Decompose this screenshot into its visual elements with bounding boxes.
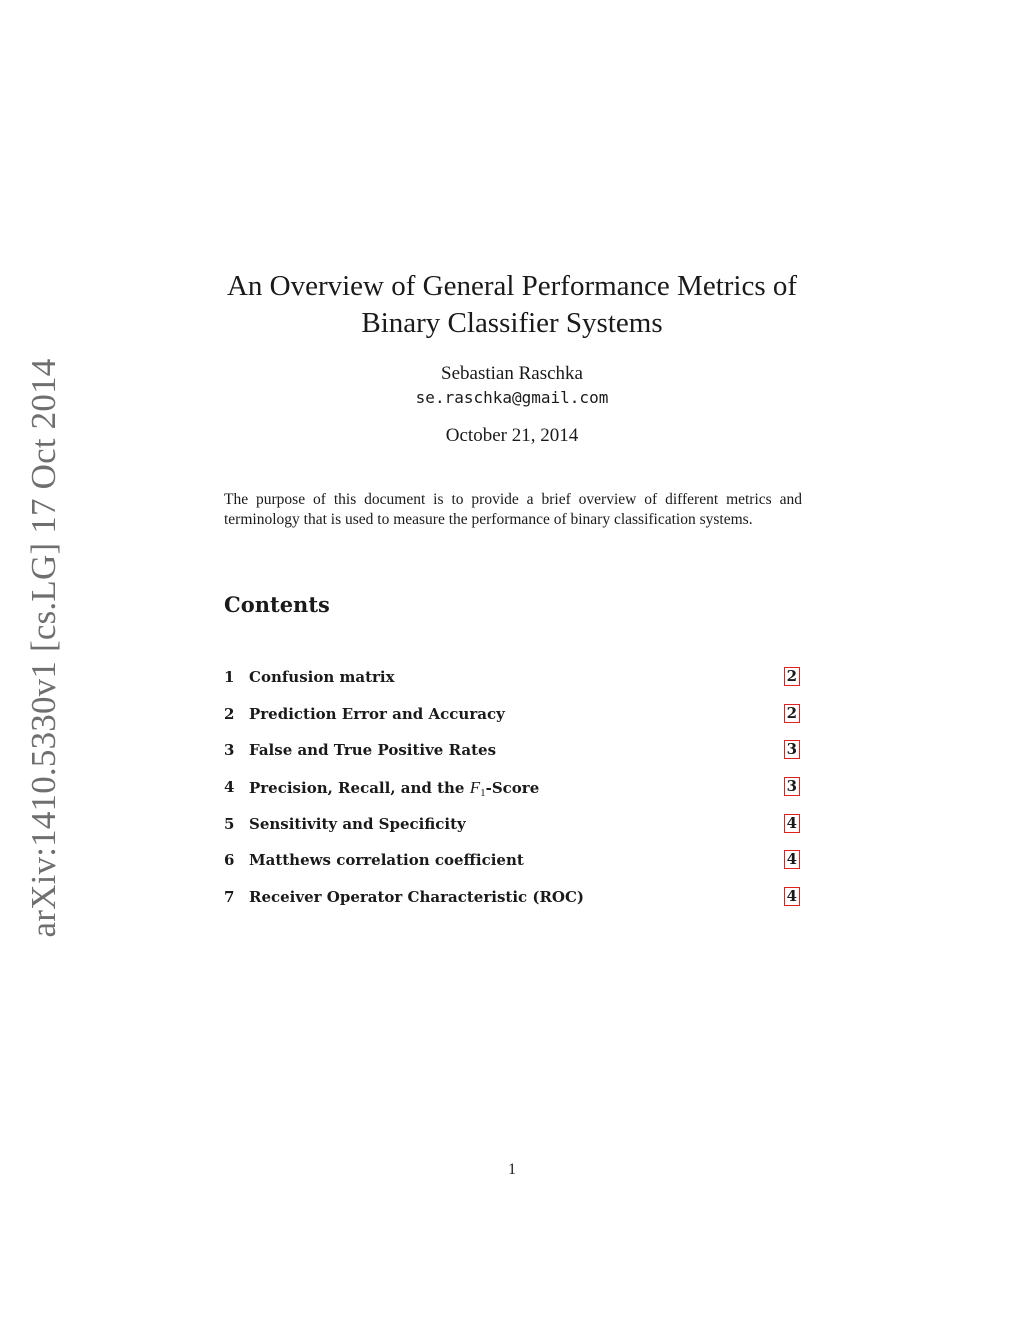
toc-entry-number: 2 (224, 704, 235, 723)
toc-entry-title[interactable] (249, 778, 539, 799)
table-of-contents (224, 668, 802, 925)
toc-entry-number: 6 (224, 851, 235, 870)
toc-entry-4[interactable] (224, 778, 802, 815)
paper-date: October 21, 2014 (445, 425, 579, 446)
f1-subscript: 1 (480, 787, 486, 800)
paper-title-line-2: Binary Classifier Systems (361, 307, 663, 339)
toc-entry-number: 7 (224, 888, 235, 907)
toc-title-text-after: -Score (485, 779, 540, 798)
toc-entry-number: 5 (224, 814, 235, 833)
toc-entry-number: 4 (224, 778, 235, 797)
toc-page-link[interactable]: 4 (784, 814, 800, 833)
toc-entry-number: 1 (224, 668, 235, 686)
toc-entry-title[interactable]: False and True Positive Rates (249, 741, 497, 760)
author-email: se.raschka@gmail.com (415, 388, 609, 407)
toc-entry-5[interactable] (224, 815, 802, 852)
contents-heading: Contents (224, 592, 330, 617)
toc-entry-title[interactable]: Prediction Error and Accuracy (249, 704, 505, 723)
toc-page-link[interactable]: 3 (784, 777, 800, 796)
toc-entry-title[interactable]: Receiver Operator Characteristic (ROC) (249, 888, 585, 907)
toc-entry-7[interactable] (224, 888, 802, 925)
toc-page-link[interactable]: 2 (784, 704, 800, 723)
toc-entry-6[interactable] (224, 851, 802, 888)
toc-entry-3[interactable] (224, 741, 802, 778)
abstract-text: The purpose of this document is to provide a brief overview of different metrics and terminology that is used to measure the performance of binary classification systems. (224, 491, 802, 528)
f1-variable: F (469, 778, 481, 798)
page-number: 1 (508, 1161, 516, 1178)
toc-entry-title[interactable]: Sensitivity and Specificity (249, 814, 466, 833)
toc-title-text-before: Precision, Recall, and the (249, 779, 470, 798)
toc-page-link[interactable]: 3 (784, 740, 800, 759)
paper-title-line-1: An Overview of General Performance Metrics of (226, 270, 798, 302)
toc-page-link[interactable]: 4 (784, 887, 800, 906)
toc-entry-number: 3 (224, 741, 235, 760)
arxiv-identifier-stamp: arXiv:1410.5330v1 [cs.LG] 17 Oct 2014 (24, 358, 63, 938)
toc-entry-2[interactable] (224, 705, 802, 742)
toc-entry-title[interactable]: Matthews correlation coefficient (249, 851, 524, 870)
toc-entry-title[interactable]: Confusion matrix (249, 668, 395, 686)
author-name: Sebastian Raschka (441, 363, 583, 384)
toc-page-link[interactable]: 2 (784, 667, 800, 686)
toc-entry-1[interactable] (224, 668, 802, 705)
toc-page-link[interactable]: 4 (784, 850, 800, 869)
